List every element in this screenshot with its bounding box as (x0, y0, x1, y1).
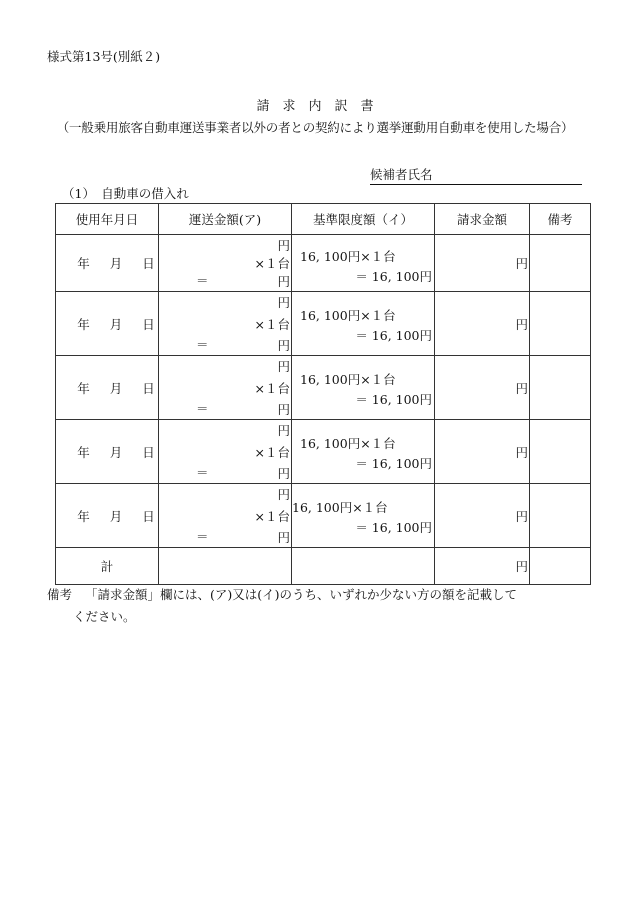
claim-amount-cell (435, 292, 530, 356)
claim-amount-cell (435, 356, 530, 420)
yen-unit: 円 (515, 559, 528, 574)
year-label: 年 (77, 256, 90, 271)
remarks-cell (530, 420, 591, 484)
total-label: 計 (56, 548, 159, 585)
table-row (56, 420, 591, 484)
table-row (56, 292, 591, 356)
total-remarks-cell (530, 548, 591, 585)
limit-formula: 16, 100円×１台 (300, 436, 396, 451)
limit-amount-cell (292, 235, 435, 292)
table-row (56, 484, 591, 548)
yen-unit: 円 (515, 444, 528, 460)
claim-amount-cell (435, 420, 530, 484)
transport-amount-cell (159, 484, 292, 548)
equals-sign: ＝ (196, 401, 209, 416)
yen-unit: 円 (515, 316, 528, 332)
document-title: 請 求 内 訳 書 (256, 99, 374, 114)
limit-formula: 16, 100円×１台 (300, 249, 396, 264)
vehicle-multiplier: ×１台 (254, 316, 290, 332)
yen-unit: 円 (277, 402, 290, 417)
total-limit-cell (292, 548, 435, 585)
limit-amount-cell (292, 420, 435, 484)
yen-unit: 円 (277, 338, 290, 353)
usage-date-cell (56, 292, 159, 356)
limit-result: ＝ 16, 100円 (355, 520, 432, 535)
month-label: 月 (109, 444, 123, 460)
year-label: 年 (77, 444, 90, 460)
limit-formula: 16, 100円×１台 (300, 372, 396, 387)
month-label: 月 (109, 380, 123, 396)
month-label: 月 (109, 508, 123, 524)
yen-unit: 円 (277, 530, 290, 545)
equals-sign: ＝ (196, 465, 209, 480)
vehicle-multiplier: ×１台 (254, 256, 290, 271)
usage-date-cell (56, 420, 159, 484)
limit-result: ＝ 16, 100円 (355, 392, 432, 407)
usage-date-cell (56, 235, 159, 292)
yen-unit: 円 (277, 274, 290, 289)
month-label: 月 (109, 256, 123, 271)
column-header: 使用年月日 (56, 204, 159, 235)
equals-sign: ＝ (196, 529, 209, 544)
section-heading: （1） 自動車の借入れ (62, 186, 189, 201)
column-header: 請求金額 (435, 204, 530, 235)
remarks-cell (530, 292, 591, 356)
day-label: 日 (142, 380, 155, 396)
year-label: 年 (77, 380, 90, 396)
yen-unit: 円 (277, 423, 290, 438)
candidate-name-field: 候補者氏名 (370, 165, 582, 185)
table-header-row (56, 204, 591, 235)
year-label: 年 (77, 508, 90, 524)
year-label: 年 (77, 316, 90, 332)
yen-unit: 円 (277, 487, 290, 502)
total-transport-cell (159, 548, 292, 585)
limit-formula: 16, 100円×１台 (300, 308, 396, 323)
column-header: 基準限度額（イ） (292, 204, 435, 235)
remarks-cell (530, 356, 591, 420)
yen-unit: 円 (277, 238, 290, 253)
usage-date-cell (56, 356, 159, 420)
equals-sign: ＝ (196, 337, 209, 352)
day-label: 日 (142, 316, 155, 332)
limit-amount-cell (292, 292, 435, 356)
vehicle-multiplier: ×１台 (254, 380, 290, 396)
claim-amount-cell (435, 484, 530, 548)
day-label: 日 (142, 256, 155, 271)
breakdown-table (55, 203, 591, 585)
form-number: 様式第13号(別紙２) (47, 49, 161, 64)
month-label: 月 (109, 316, 123, 332)
column-header: 備考 (530, 204, 591, 235)
day-label: 日 (142, 508, 155, 524)
limit-amount-cell (292, 356, 435, 420)
limit-result: ＝ 16, 100円 (355, 328, 432, 343)
yen-unit: 円 (277, 466, 290, 481)
column-header: 運送金額(ア) (159, 204, 292, 235)
claim-amount-cell (435, 235, 530, 292)
table-row (56, 235, 591, 292)
limit-result: ＝ 16, 100円 (355, 456, 432, 471)
yen-unit: 円 (515, 256, 528, 271)
table-row (56, 356, 591, 420)
remarks-text: 「請求金額」欄には、(ア)又は(イ)のうち、いずれか少ない方の額を記載して (85, 587, 518, 602)
day-label: 日 (142, 444, 155, 460)
yen-unit: 円 (277, 359, 290, 374)
remarks-label: 備考 (47, 587, 73, 602)
limit-formula: 16, 100円×１台 (292, 500, 388, 515)
remarks-cell (530, 484, 591, 548)
equals-sign: ＝ (196, 273, 209, 288)
document-subtitle: （一般乗用旅客自動車運送事業者以外の者との契約により選挙運動用自動車を使用した場合） (56, 120, 574, 135)
vehicle-multiplier: ×１台 (254, 508, 290, 524)
yen-unit: 円 (515, 380, 528, 396)
transport-amount-cell (159, 420, 292, 484)
vehicle-multiplier: ×１台 (254, 444, 290, 460)
limit-amount-cell (292, 484, 435, 548)
usage-date-cell (56, 484, 159, 548)
transport-amount-cell (159, 292, 292, 356)
total-claim-cell (435, 548, 530, 585)
limit-result: ＝ 16, 100円 (355, 269, 432, 284)
transport-amount-cell (159, 356, 292, 420)
transport-amount-cell (159, 235, 292, 292)
yen-unit: 円 (277, 295, 290, 310)
remarks-text-continued: ください。 (73, 609, 136, 624)
total-row (56, 548, 591, 585)
yen-unit: 円 (515, 508, 528, 524)
remarks-cell (530, 235, 591, 292)
